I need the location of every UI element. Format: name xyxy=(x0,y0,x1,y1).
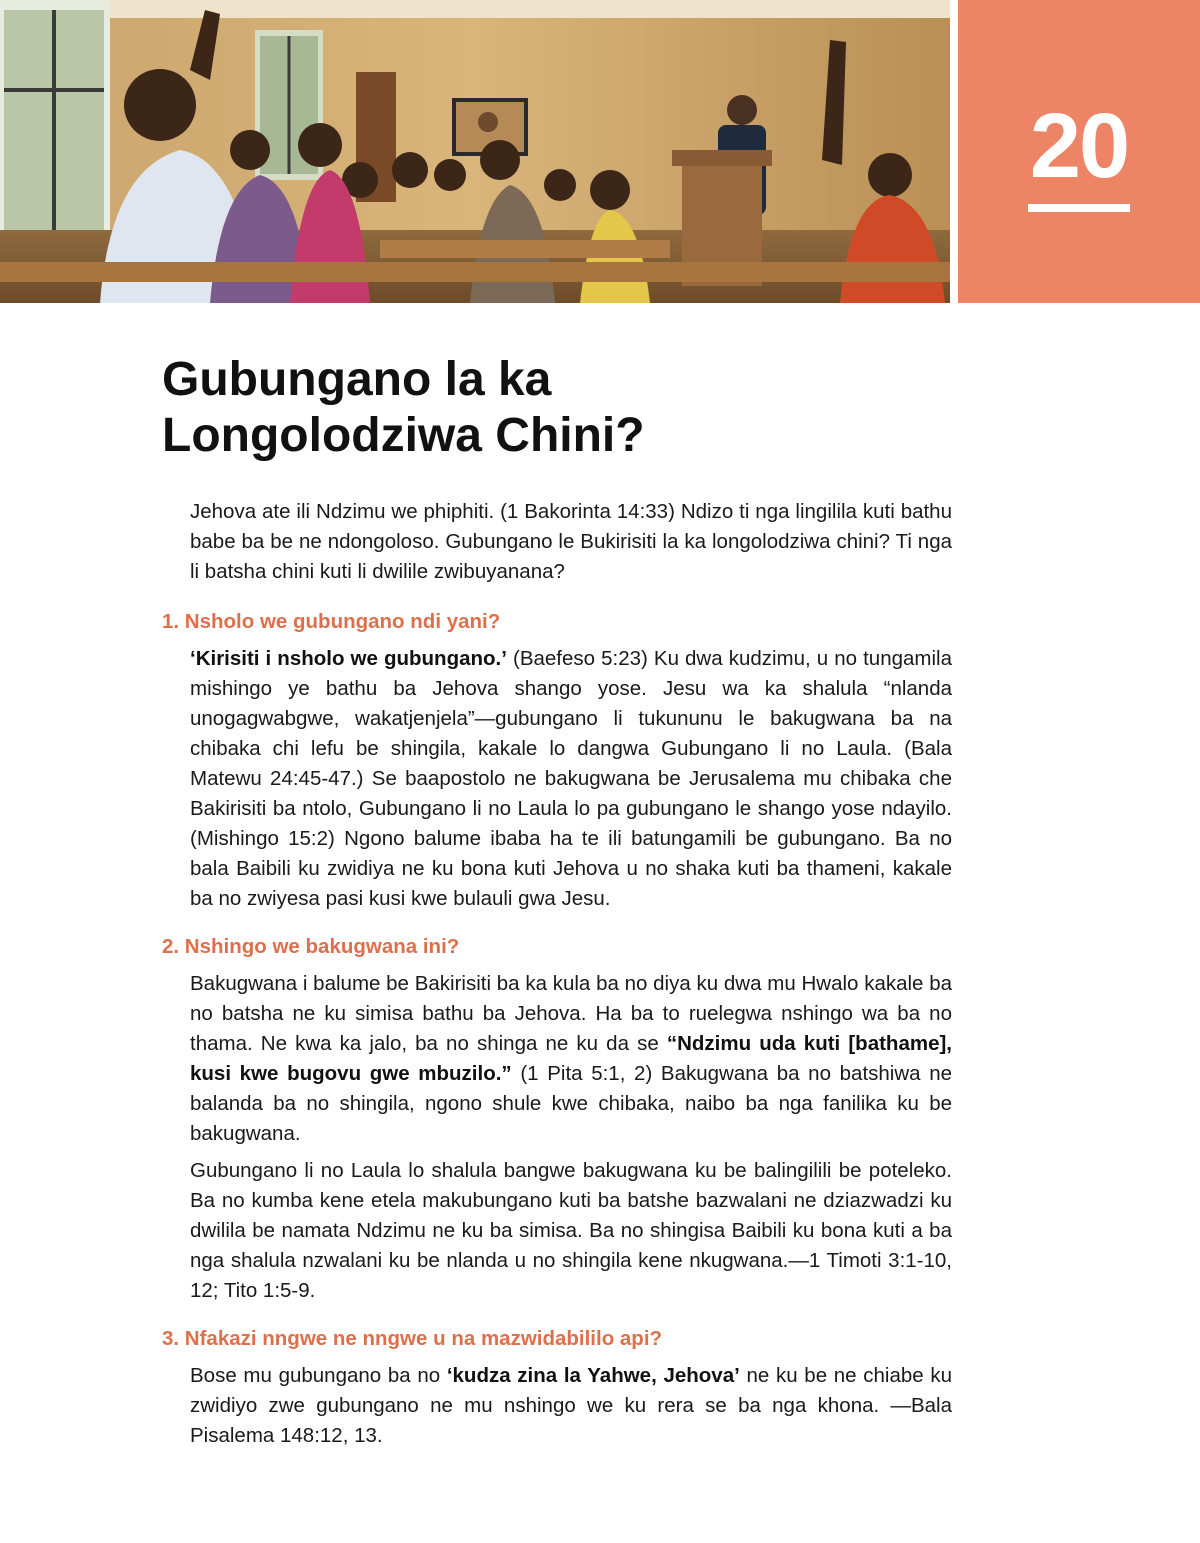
page-title-line-1: Gubungano la ka xyxy=(162,353,552,406)
section-2-paragraph-1 xyxy=(162,969,952,1149)
section-3-paragraph xyxy=(162,1361,952,1451)
section-2-paragraph-2: Gubungano li no Laula lo shalula bangwe bakugwana ku be balingilili be poteleko. Ba no kumba kene etela makubungano kuti ba batshe bazwalani ne dziazwadzi ku dwilila be namata Ndzimu ne ku ba simisa. Ba no shingisa Baibili ku bona kuti a ba nga shalula nzwalani ku be nlanda u no shingila kene nkugwana.—1 Timoti 3:1-10, 12; Tito 1:5-9. xyxy=(190,1159,952,1302)
section-2-text-a: Bakugwana i balume be Bakirisiti ba ka kula ba no diya ku dwa mu Hwalo kakale ba no batsha ne ku simisa bathu ba Jehova. Ha ba to ruelegwa nshingo wa ba no thama. Ne kwa ka jalo, ba no shinga ne ku da se xyxy=(190,972,952,1055)
lesson-number-underline xyxy=(1028,204,1130,212)
section-2-question: 2. Nshingo we bakugwana ini? xyxy=(162,935,460,958)
lesson-number: 20 xyxy=(1029,95,1129,197)
header-photo xyxy=(0,0,950,303)
section-1-text: (Baefeso 5:23) Ku dwa kudzimu, u no tungamila mishingo ye bathu ba Jehova shango yose. Jesu wa ka shalula “nlanda unogagwabgwe, wakatjenjela”—gubungano li tukununu le bakugwana ba na chibaka chi lefu be shingila, kakale lo dangwa Gubungano li no Laula. (Bala Matewu 24:45-47.) Se baapostolo ne bakugwana be Jerusalema mu chibaka che Bakirisiti ba ntolo, Gubungano li no Laula lo pa gubungano le shango yose ndayilo. (Mishingo 15:2) Ngono balume ibaba ha te ili batungamili be gubungano. Ba no bala Baibili ku zwidiya ne ku bona kuti Jehova u no shaka kuti ba thameni, kakale ba no zwiyesa pasi kusi kwe bulauli gwa Jesu. xyxy=(190,647,952,910)
section-1-bold-quote: ‘Kirisiti i nsholo we gubungano.’ xyxy=(190,647,507,670)
section-3-text-b: ne ku be ne chiabe ku zwidiyo zwe gubungano ne mu nshingo we ku rera se ba nga khona. —Bala Pisalema 148:12, 13. xyxy=(190,1364,952,1447)
lesson-number-box xyxy=(958,0,1200,303)
page-title-line-2: Longolodziwa Chini? xyxy=(162,409,645,462)
congregation-meeting-photo xyxy=(0,0,950,303)
section-1-question: 1. Nsholo we gubungano ndi yani? xyxy=(162,610,501,633)
section-2-text-b: (1 Pita 5:1, 2) Bakugwana ba no batshiwa ne balanda ba no shingila, ngono shule kwe chibaka, naibo ba nga fanilika ku be bakugwana. xyxy=(190,1062,953,1145)
section-3-text-a: Bose mu gubungano ba no xyxy=(190,1364,447,1387)
section-2 xyxy=(162,932,952,1306)
lesson-content xyxy=(162,497,952,1469)
intro-paragraph: Jehova ate ili Ndzimu we phiphiti. (1 Bakorinta 14:33) Ndizo ti nga lingilila kuti bathu babe ba be ne ndongoloso. Gubungano le Bukirisiti la ka longolodziwa chini? Ti nga li batsha chini kuti li dwilile zwibuyanana? xyxy=(190,500,952,583)
section-1-paragraph xyxy=(162,644,952,914)
section-2-bold-quote: “Ndzimu uda kuti [bathame], kusi kwe bugovu gwe mbuzilo.” xyxy=(190,1032,953,1085)
section-3-bold-quote: ‘kudza zina la Yahwe, Jehova’ xyxy=(446,1364,740,1387)
section-1 xyxy=(162,607,952,914)
section-3-question: 3. Nfakazi nngwe ne nngwe u na mazwidabililo api? xyxy=(162,1327,663,1350)
page-title xyxy=(162,352,962,464)
section-3 xyxy=(162,1324,952,1451)
